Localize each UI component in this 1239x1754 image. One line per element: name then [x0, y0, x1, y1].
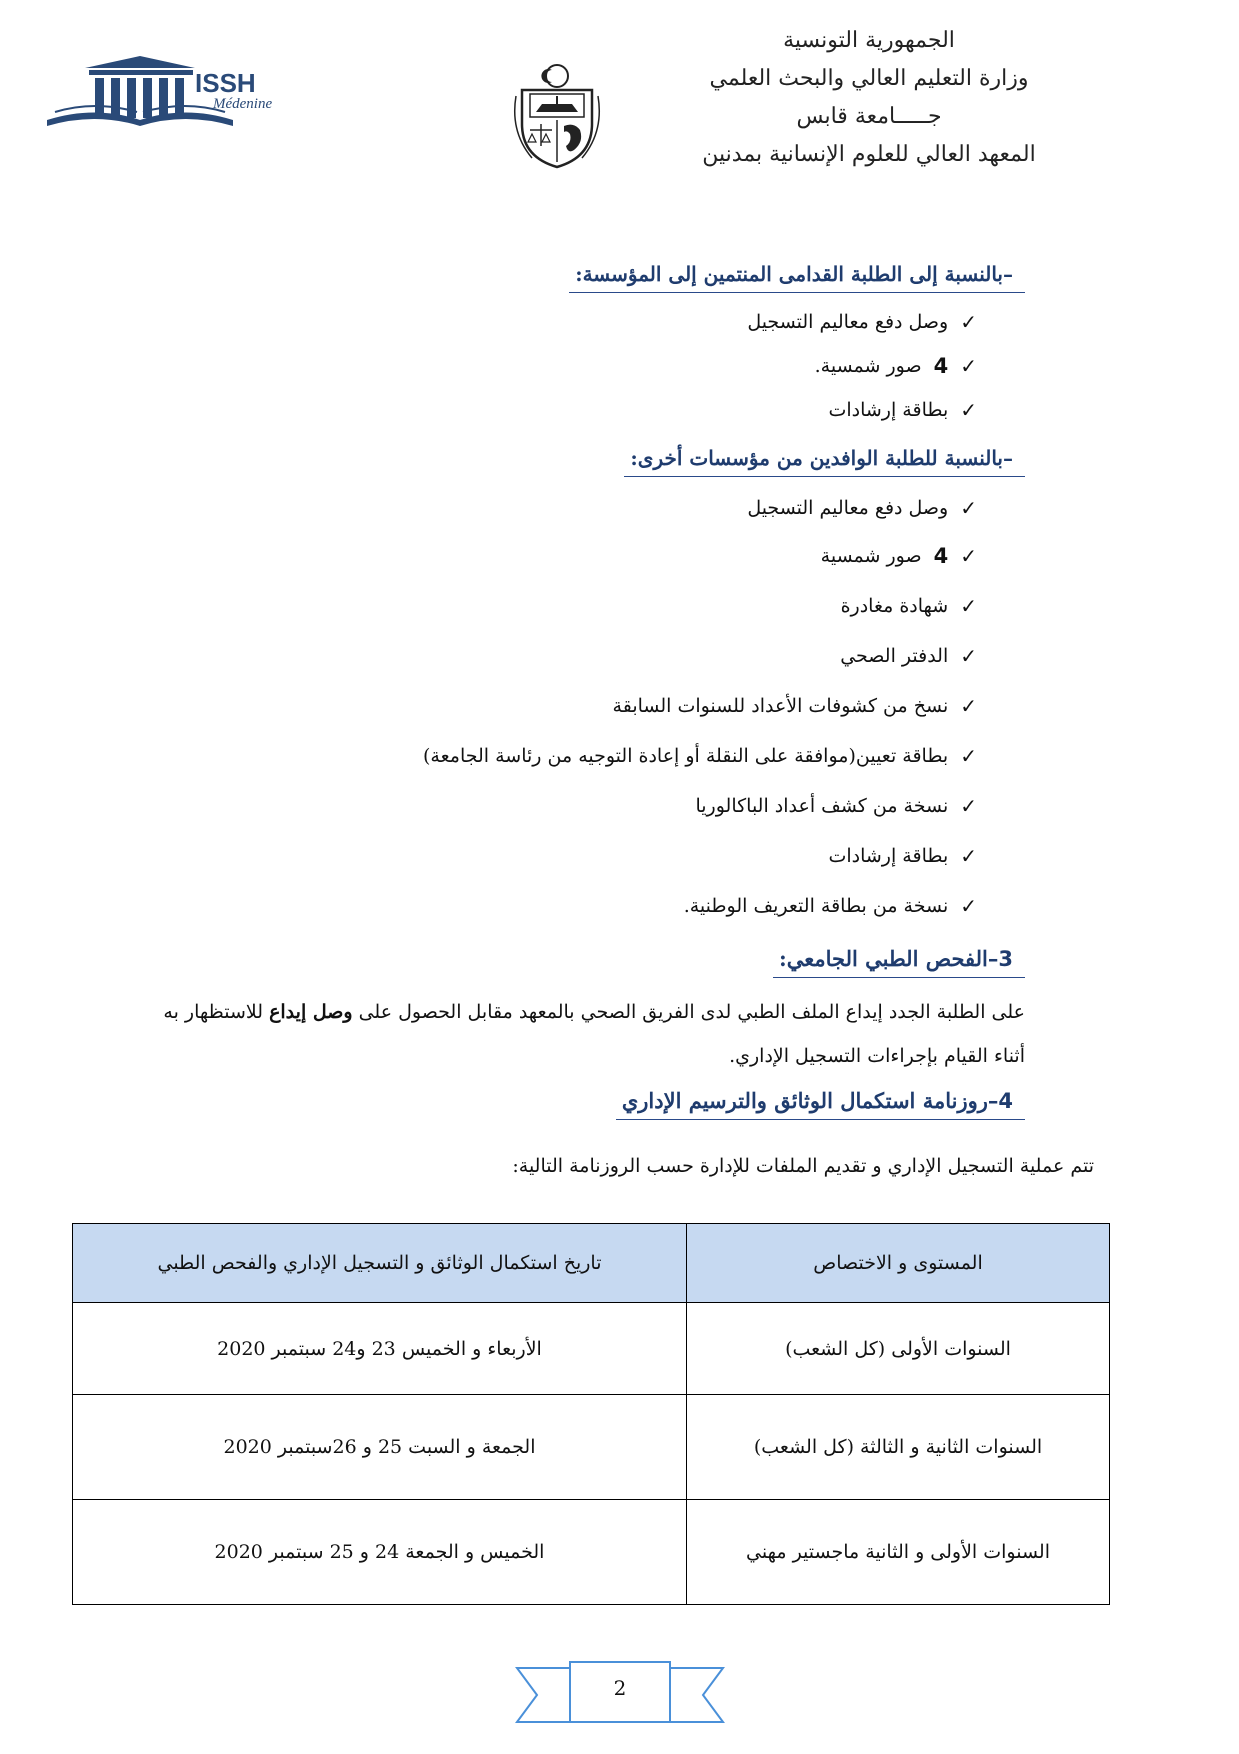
checkmark-icon: ✓ [960, 794, 977, 818]
page-number-badge [515, 1660, 725, 1730]
checklist-item [423, 744, 977, 768]
table-row [73, 1303, 1110, 1395]
checklist-item [841, 594, 977, 618]
checklist-item [684, 894, 977, 918]
paragraph-text: على الطلبة الجدد إيداع الملف الطبي لدى الفريق الصحي بالمعهد مقابل الحصول على [352, 1001, 1025, 1023]
item-text: الدفتر الصحي [840, 645, 949, 667]
item-text: بطاقة تعيين(موافقة على النقلة أو إعادة التوجيه من رئاسة الجامعة) [423, 745, 949, 767]
item-text: شهادة مغادرة [840, 595, 949, 617]
checklist-item [828, 844, 977, 868]
checkmark-icon: ✓ [960, 844, 977, 868]
checklist-item [613, 694, 977, 718]
section-number: 4 [998, 1089, 1013, 1113]
logo-city: Médenine [213, 96, 273, 112]
table-cell: السنوات الثانية و الثالثة (كل الشعب) [687, 1395, 1110, 1500]
checklist-item [821, 544, 977, 568]
checklist-item [815, 354, 977, 378]
item-text: نسخة من بطاقة التعريف الوطنية. [683, 895, 949, 917]
checkmark-icon: ✓ [960, 894, 977, 918]
section-title: –روزنامة استكمال الوثائق والترسيم الإداري [621, 1088, 999, 1113]
coat-of-arms-emblem [512, 62, 602, 170]
item-text: نسخة من كشف أعداد الباكالوريا [695, 795, 949, 817]
checkmark-icon: ✓ [960, 354, 977, 378]
item-number: 4 [933, 354, 949, 378]
calendar-intro: تتم عملية التسجيل الإداري و تقديم الملفات للإدارة حسب الروزنامة التالية: [512, 1155, 1094, 1177]
table-row [73, 1500, 1110, 1605]
header-university: جـــــامعة قابس [796, 104, 942, 129]
table-cell: الخميس و الجمعة 24 و 25 سبتمبر 2020 [73, 1500, 687, 1605]
transfer-students-heading: –بالنسبة للطلبة الوافدين من مؤسسات أخرى: [624, 446, 1025, 477]
header-republic: الجمهورية التونسية [783, 28, 955, 53]
checkmark-icon: ✓ [960, 694, 977, 718]
checkmark-icon: ✓ [960, 310, 977, 334]
checkmark-icon: ✓ [960, 544, 977, 568]
table-row [73, 1395, 1110, 1500]
checkmark-icon: ✓ [960, 644, 977, 668]
official-header [609, 22, 1129, 174]
item-text: وصل دفع معاليم التسجيل [747, 497, 949, 519]
item-number: 4 [933, 544, 949, 568]
logo-name: ISSH [195, 68, 256, 98]
item-text: بطاقة إرشادات [828, 399, 949, 421]
medical-exam-heading [773, 946, 1025, 978]
checkmark-icon: ✓ [960, 496, 977, 520]
item-text: صور شمسية [820, 545, 922, 567]
table-cell: الجمعة و السبت 25 و 26سبتمبر 2020 [73, 1395, 687, 1500]
checkmark-icon: ✓ [960, 594, 977, 618]
header-institute: المعهد العالي للعلوم الإنسانية بمدنين [702, 142, 1036, 167]
table-cell: الأربعاء و الخميس 23 و24 سبتمبر 2020 [73, 1303, 687, 1395]
medical-exam-paragraph [145, 990, 1025, 1078]
checklist-item [695, 794, 977, 818]
checkmark-icon: ✓ [960, 398, 977, 422]
receipt-term: وصل إيداع [269, 1001, 353, 1023]
calendar-heading [616, 1088, 1025, 1120]
item-text: نسخ من كشوفات الأعداد للسنوات السابقة [612, 695, 949, 717]
column-header: تاريخ استكمال الوثائق و التسجيل الإداري والفحص الطبي [73, 1224, 687, 1303]
registration-calendar-table [72, 1223, 1110, 1605]
returning-students-heading: –بالنسبة إلى الطلبة القدامى المنتمين إلى المؤسسة: [569, 262, 1025, 293]
checklist-item [747, 496, 977, 520]
item-text: وصل دفع معاليم التسجيل [747, 311, 949, 333]
page-number: 2 [613, 1676, 627, 1700]
institute-building-icon [45, 50, 305, 130]
paragraph-text: للاستظهار به أثناء القيام بإجراءات التسجيل الإداري. [163, 1001, 1025, 1067]
checkmark-icon: ✓ [960, 744, 977, 768]
column-header: المستوى و الاختصاص [687, 1224, 1110, 1303]
section-number: 3 [998, 947, 1013, 971]
item-text: صور شمسية. [814, 355, 922, 377]
checklist-item [828, 398, 977, 422]
checklist-item [840, 644, 977, 668]
item-text: بطاقة إرشادات [828, 845, 949, 867]
issh-logo [45, 50, 305, 130]
table-cell: السنوات الأولى و الثانية ماجستير مهني [687, 1500, 1110, 1605]
checklist-item [747, 310, 977, 334]
header-ministry: وزارة التعليم العالي والبحث العلمي [709, 66, 1029, 91]
table-cell: السنوات الأولى (كل الشعب) [687, 1303, 1110, 1395]
table-header-row [73, 1224, 1110, 1303]
section-title: –الفحص الطبي الجامعي: [778, 946, 999, 971]
